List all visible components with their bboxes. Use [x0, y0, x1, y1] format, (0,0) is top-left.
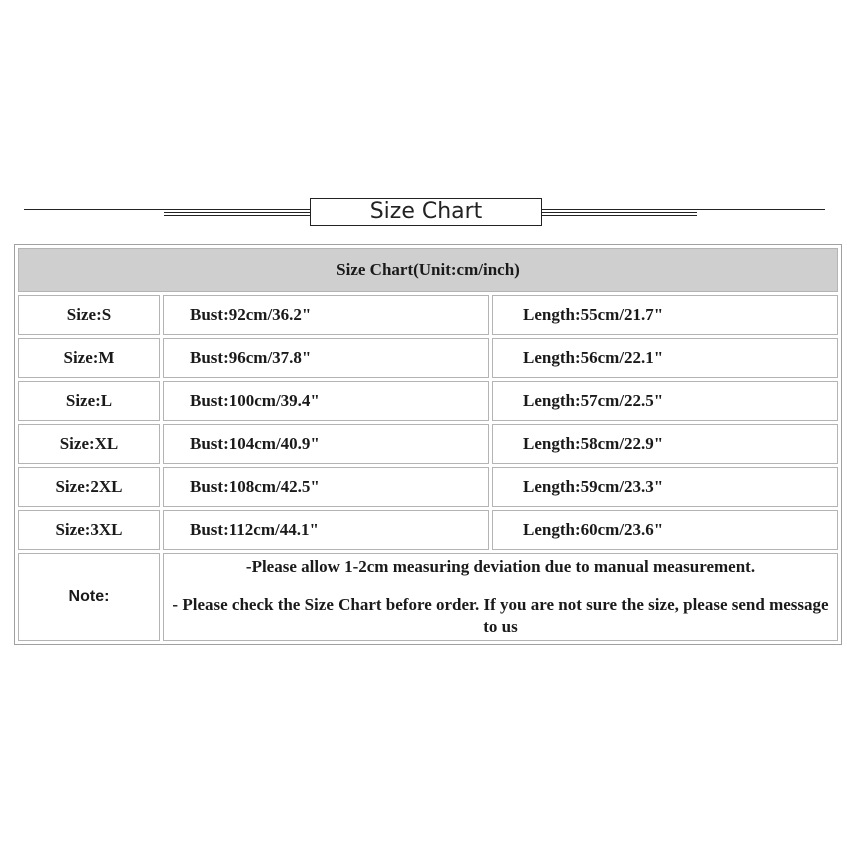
- size-cell: Size:L: [18, 381, 160, 421]
- note-line-check-size: - Please check the Size Chart before order. If you are not sure the size, please send message to us: [172, 595, 829, 636]
- length-cell: Length:56cm/22.1": [492, 338, 838, 378]
- banner-right-line-upper: [542, 212, 697, 213]
- table-row: [18, 295, 838, 335]
- length-cell: Length:55cm/21.7": [492, 295, 838, 335]
- size-cell: Size:XL: [18, 424, 160, 464]
- note-row: [18, 553, 838, 641]
- banner-right-line: [542, 209, 825, 210]
- banner-right-line-lower: [542, 215, 697, 216]
- length-cell: Length:59cm/23.3": [492, 467, 838, 507]
- bust-cell: Bust:92cm/36.2": [163, 295, 489, 335]
- size-cell: Size:M: [18, 338, 160, 378]
- bust-cell: Bust:96cm/37.8": [163, 338, 489, 378]
- banner-left-line-upper: [164, 212, 310, 213]
- table-row: [18, 381, 838, 421]
- bust-cell: Bust:108cm/42.5": [163, 467, 489, 507]
- length-cell: Length:58cm/22.9": [492, 424, 838, 464]
- size-chart-table: [14, 244, 842, 645]
- size-cell: Size:2XL: [18, 467, 160, 507]
- bust-cell: Bust:112cm/44.1": [163, 510, 489, 550]
- table-row: [18, 467, 838, 507]
- table-row: [18, 424, 838, 464]
- table-row: [18, 338, 838, 378]
- table-header-row: [18, 248, 838, 292]
- note-content: [163, 553, 838, 641]
- size-chart-banner: [0, 196, 847, 230]
- note-line-deviation: -Please allow 1-2cm measuring deviation due to manual measurement.: [245, 557, 756, 576]
- size-cell: Size:S: [18, 295, 160, 335]
- table-row: [18, 510, 838, 550]
- table-header: Size Chart(Unit:cm/inch): [18, 248, 838, 292]
- banner-left-line: [24, 209, 310, 210]
- size-cell: Size:3XL: [18, 510, 160, 550]
- length-cell: Length:57cm/22.5": [492, 381, 838, 421]
- bust-cell: Bust:100cm/39.4": [163, 381, 489, 421]
- bust-cell: Bust:104cm/40.9": [163, 424, 489, 464]
- length-cell: Length:60cm/23.6": [492, 510, 838, 550]
- banner-left-line-lower: [164, 215, 310, 216]
- note-label: Note:: [18, 553, 160, 641]
- banner-title: Size Chart: [310, 198, 542, 226]
